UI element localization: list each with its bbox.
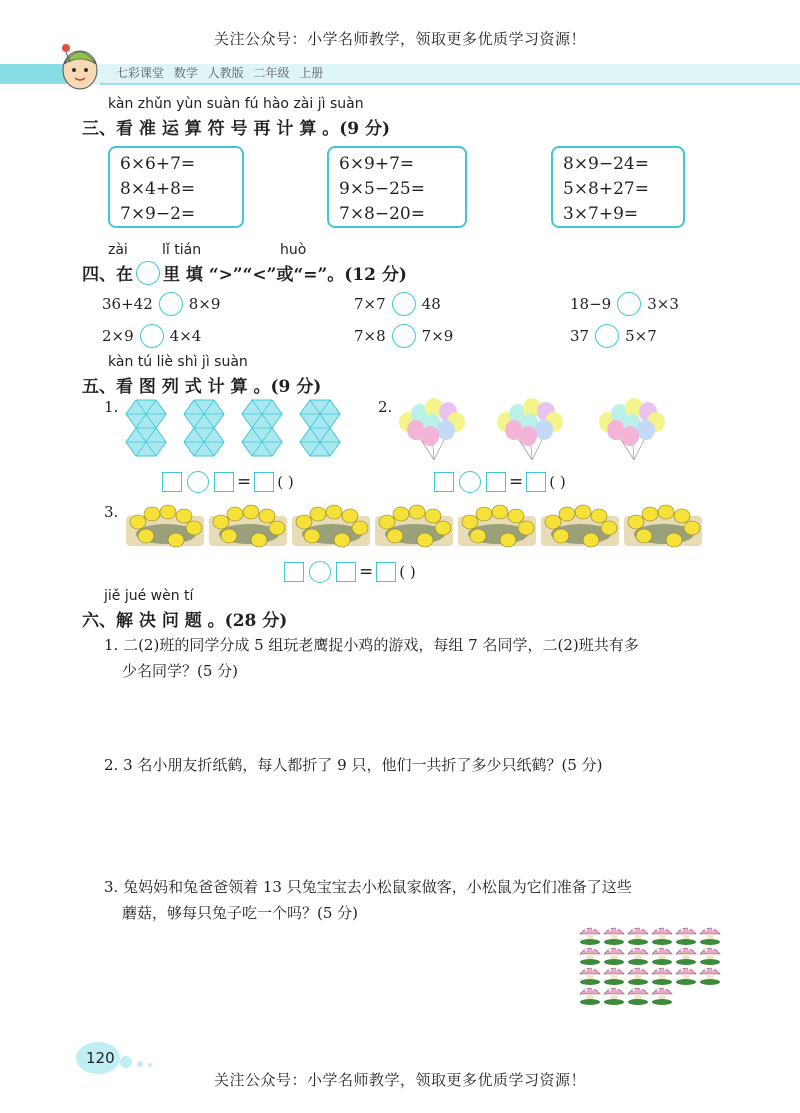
- equation: 8×9−24=: [563, 154, 649, 174]
- formula-row-2: [434, 471, 566, 493]
- section3-title: 三、看 准 运 算 符 号 再 计 算 。(9 分): [82, 119, 391, 139]
- header-text: 七彩课堂 数学 人教版 二年级 上册: [116, 66, 324, 80]
- compare-item-1: [102, 292, 220, 316]
- answer-square[interactable]: [434, 472, 454, 492]
- section4-pinyin-huo: huò: [280, 242, 307, 258]
- section3-pinyin: kàn zhǔn yùn suàn fú hào zài jì suàn: [108, 96, 364, 112]
- picture-label-2: 2.: [378, 398, 393, 416]
- unit-paren: ( ): [399, 563, 416, 581]
- answer-square[interactable]: [336, 562, 356, 582]
- equation: 6×9+7=: [339, 154, 415, 174]
- compare-left: 37: [570, 327, 590, 345]
- compare-right: 4×4: [169, 327, 202, 345]
- section6-title: 六、解 决 问 题 。(28 分): [82, 611, 288, 631]
- compare-circle[interactable]: [617, 292, 641, 316]
- compare-item-6: [570, 324, 657, 348]
- section4-title-post: 里 填 “>”“<”或“=”。(12 分): [163, 265, 407, 285]
- compare-right: 5×7: [625, 327, 657, 345]
- equation: 8×4+8=: [120, 179, 196, 199]
- equals-sign: =: [359, 562, 374, 582]
- compare-left: 18−9: [570, 295, 612, 313]
- formula-row-1: [162, 471, 294, 493]
- mascot-icon: [62, 44, 97, 89]
- problem-2: 2. 3 名小朋友折纸鹤，每人都折了 9 只，他们一共折了多少只纸鹤？(5 分): [104, 756, 603, 774]
- problem-1-line-1: 1. 二(2)班的同学分成 5 组玩老鹰捉小鸡的游戏，每组 7 名同学，二(2)班共有多: [104, 636, 639, 654]
- equation: 7×9−2=: [120, 204, 196, 224]
- top-banner: 关注公众号：小学名师教学，领取更多优质学习资源！: [213, 30, 586, 48]
- equation: 9×5−25=: [339, 179, 425, 199]
- answer-square[interactable]: [376, 562, 396, 582]
- compare-item-4: [102, 324, 201, 348]
- compare-circle[interactable]: [159, 292, 183, 316]
- chicks-picture: [126, 500, 706, 554]
- section4-title: [82, 260, 407, 285]
- answer-square[interactable]: [254, 472, 274, 492]
- equation-box-2: [327, 146, 467, 228]
- compare-circle[interactable]: [140, 324, 164, 348]
- compare-circle[interactable]: [392, 324, 416, 348]
- equation: 6×6+7=: [120, 154, 196, 174]
- compare-right: 3×3: [647, 295, 679, 313]
- equation-box-3: [551, 146, 685, 228]
- equation: 7×8−20=: [339, 204, 425, 224]
- compare-right: 8×9: [188, 295, 221, 313]
- section6-pinyin: jiě jué wèn tí: [104, 588, 194, 604]
- answer-square[interactable]: [526, 472, 546, 492]
- equation-box-1: [108, 146, 244, 228]
- section5-pinyin: kàn tú liè shì jì suàn: [108, 354, 248, 370]
- problem-3-line-1: 3. 兔妈妈和兔爸爸领着 13 只兔宝宝去小松鼠家做客，小松鼠为它们准备了这些: [104, 878, 632, 896]
- bottom-banner: 关注公众号：小学名师教学，领取更多优质学习资源！: [213, 1071, 586, 1089]
- equation: 3×7+9=: [563, 204, 639, 224]
- operator-circle[interactable]: [459, 471, 481, 493]
- compare-item-3: [570, 292, 679, 316]
- equals-sign: =: [237, 472, 252, 492]
- compare-right: 7×9: [421, 327, 454, 345]
- compare-left: 7×7: [354, 295, 386, 313]
- compare-item-5: [354, 324, 453, 348]
- mushrooms-picture: [578, 924, 724, 1006]
- operator-circle[interactable]: [309, 561, 331, 583]
- operator-circle[interactable]: [187, 471, 209, 493]
- compare-left: 7×8: [354, 327, 386, 345]
- answer-square[interactable]: [284, 562, 304, 582]
- compare-item-2: [354, 292, 441, 316]
- answer-square[interactable]: [162, 472, 182, 492]
- section4-title-pre: 四、在: [82, 265, 133, 285]
- section5-title: 五、看 图 列 式 计 算 。(9 分): [82, 377, 322, 397]
- compare-left: 2×9: [102, 327, 134, 345]
- equals-sign: =: [509, 472, 524, 492]
- formula-row-3: [284, 561, 416, 583]
- equation: 5×8+27=: [563, 179, 649, 199]
- section4-pinyin-zai: zài: [108, 242, 128, 258]
- compare-circle[interactable]: [595, 324, 619, 348]
- unit-paren: ( ): [277, 473, 294, 491]
- unit-paren: ( ): [549, 473, 566, 491]
- compare-circle[interactable]: [392, 292, 416, 316]
- answer-square[interactable]: [486, 472, 506, 492]
- problem-3-line-2: 蘑菇，够每只兔子吃一个吗？(5 分): [122, 904, 359, 922]
- circle-blank-icon: [136, 261, 160, 285]
- balloons-picture: [394, 398, 684, 464]
- triangle-shapes-picture: [122, 398, 352, 458]
- page-number: 120: [86, 1049, 115, 1067]
- compare-left: 36+42: [102, 295, 153, 313]
- answer-square[interactable]: [214, 472, 234, 492]
- section4-pinyin-litian: lǐ tián: [162, 242, 202, 258]
- compare-right: 48: [421, 295, 441, 313]
- picture-label-3: 3.: [104, 503, 119, 521]
- picture-label-1: 1.: [104, 398, 119, 416]
- problem-1-line-2: 少名同学？(5 分): [122, 662, 239, 680]
